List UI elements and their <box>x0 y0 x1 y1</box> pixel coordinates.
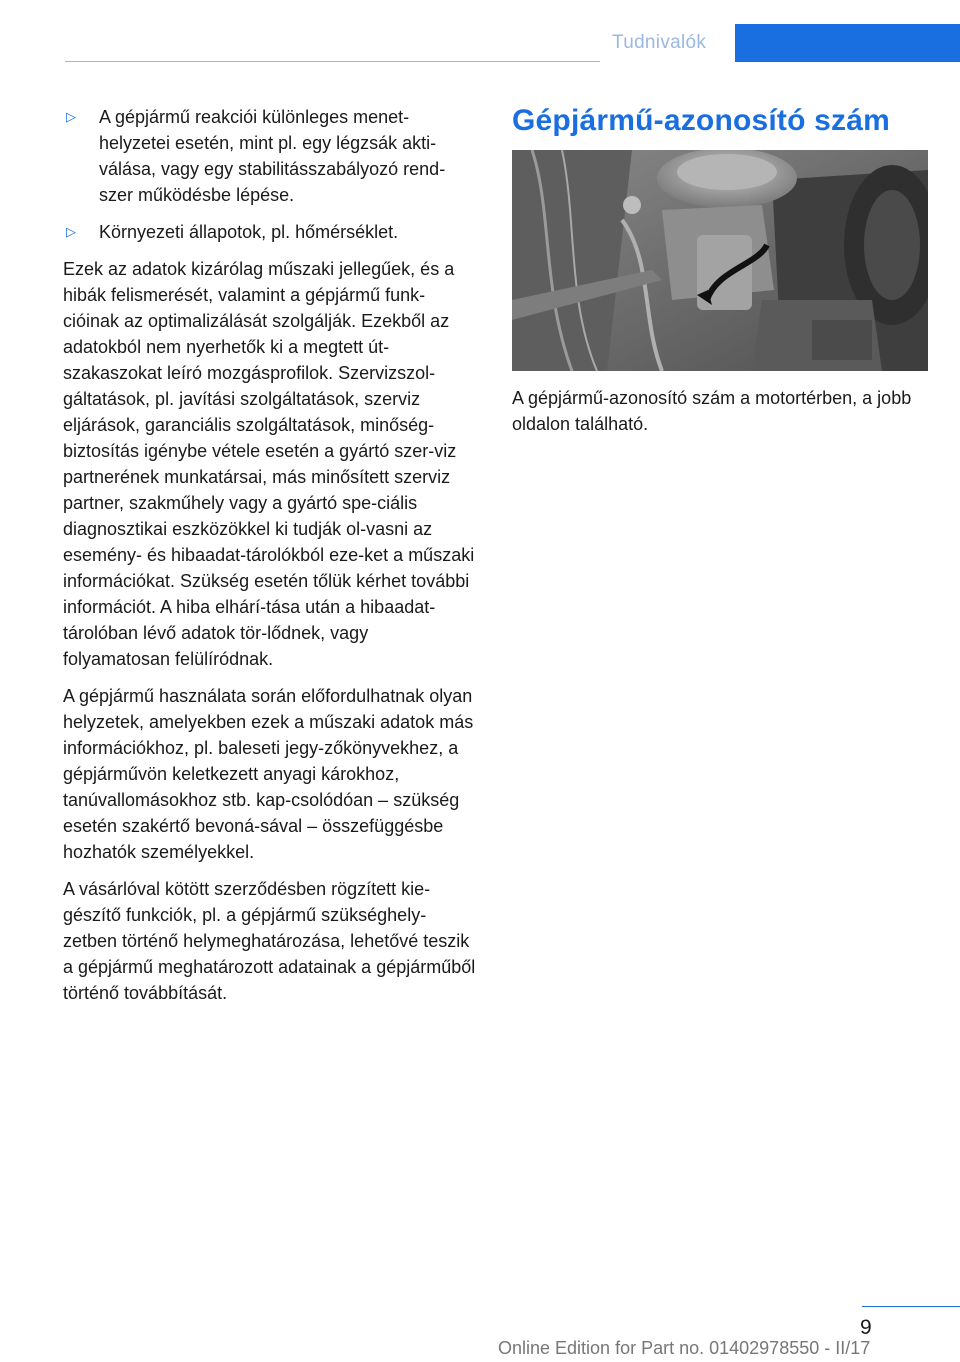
engine-compartment-photo <box>512 150 928 371</box>
footer-rule <box>862 1306 960 1307</box>
header-accent-bar <box>735 24 960 62</box>
list-item <box>63 104 478 208</box>
list-item-text: A gépjármű reakciói különleges menet-helyzetei esetén, mint pl. egy légzsák akti-válása, vagy egy stabilitásszabályozó rend-szer működésbe lépése. <box>99 107 446 205</box>
triangle-bullet-icon: ▷ <box>66 224 76 239</box>
paragraph: A gépjármű használata során előfordulhatnak olyan helyzetek, amelyekben ezek a műszaki adatok más információkhoz, pl. baleseti jegy-zőkönyvekhez, a gépjárművön keletkezett anyagi károkhoz, tanúvallomásokhoz stb. kap-csolódóan – szükség esetén szakértő bevoná-sával – összefüggésbe hozhatók személyekkel. <box>63 686 474 862</box>
paragraph: Ezek az adatok kizárólag műszaki jellegűek, és a hibák felismerését, valamint a gépjármű funk-cióinak az optimalizálását szolgálják. Ezekből az adatokból nem nyerhetők ki a megtett út-szakaszokat leíró mozgásprofilok. Szervizszol-gáltatások, pl. javítási szolgáltatások, szerviz eljárások, garanciális szolgáltatások, minőség-biztosítás igénybe vétele esetén a gyártó szer-viz partnerének munkatársai, más minősített szerviz partner, szakműhely vagy a gyártó spe-ciális diagnosztikai eszközökkel ki tudják ol-vasni az esemény- és hibaadat-tárolókból eze-ket a műszaki információkat. Szükség esetén tőlük kérhet további információt. A hiba elhárí-tása után a hibaadat-tárolóban lévő adatok tör-lődnek, vagy folyamatosan felülíródnak. <box>63 259 475 669</box>
photo-caption: A gépjármű-azonosító szám a motortérben, a jobb oldalon található. <box>512 388 912 434</box>
page-header-title: Tudnivalók <box>612 32 707 53</box>
triangle-bullet-icon: ▷ <box>66 109 76 124</box>
list-item-text: Környezeti állapotok, pl. hőmérséklet. <box>99 222 399 242</box>
left-column <box>63 104 478 1017</box>
list-item <box>63 219 478 245</box>
header-rule <box>65 61 600 62</box>
section-heading: Gépjármű-azonosító szám <box>512 104 891 137</box>
footer-edition: Online Edition for Part no. 01402978550 - II/17 <box>498 1338 871 1358</box>
paragraph: A vásárlóval kötött szerződésben rögzített kie-gészítő funkciók, pl. a gépjármű szükséghely-zetben történő helymeghatározása, lehetővé teszik a gépjármű meghatározott adatainak a gépjárműből történő továbbítását. <box>63 879 476 1003</box>
right-column <box>512 104 928 437</box>
page-number: 9 <box>860 1316 872 1339</box>
